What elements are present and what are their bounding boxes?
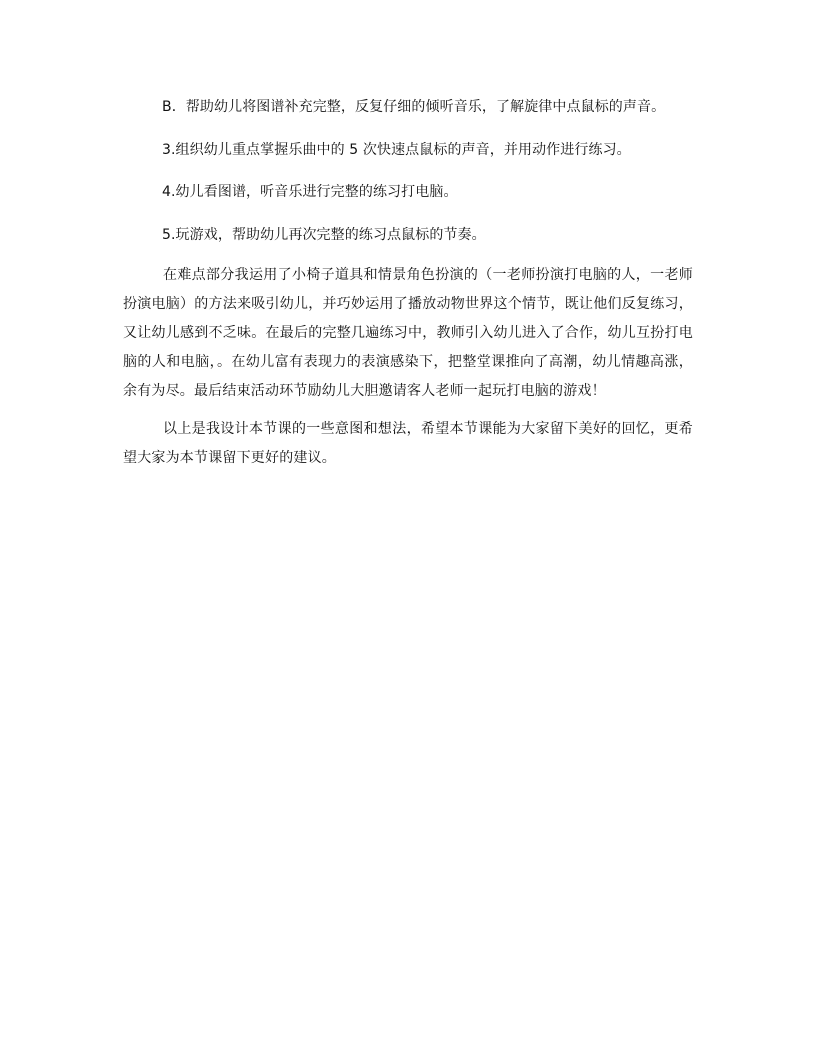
- step-3: 3.组织幼儿重点掌握乐曲中的 5 次快速点鼠标的声音，并用动作进行练习。: [162, 141, 631, 158]
- difficulty-paragraph: 在难点部分我运用了小椅子道具和情景角色扮演的（一老师扮演打电脑的人，一老师扮演电脑）的方法来吸引幼儿，并巧妙运用了播放动物世界这个情节，既让他们反复练习，又让幼儿感到不乏味。在最后的完整几遍练习中，教师引入幼儿进入了合作，幼儿互扮打电脑的人和电脑，。在幼儿富有表现力的表演感染下，把整堂课推向了高潮，幼儿情趣高涨，余有为尽。最后结束活动环节励幼儿大胆邀请客人老师一起玩打电脑的游戏！: [123, 266, 693, 399]
- document-body: [123, 96, 693, 473]
- step-5: 5.玩游戏，帮助幼儿再次完整的练习点鼠标的节奏。: [162, 226, 486, 243]
- closing-paragraph: 以上是我设计本节课的一些意图和想法，希望本节课能为大家留下美好的回忆，更希望大家为本节课留下更好的建议。: [123, 420, 693, 466]
- step-4: 4.幼儿看图谱，听音乐进行完整的练习打电脑。: [162, 184, 458, 200]
- step-b: B．帮助幼儿将图谱补充完整，反复仔细的倾听音乐，了解旋律中点鼠标的声音。: [162, 99, 666, 115]
